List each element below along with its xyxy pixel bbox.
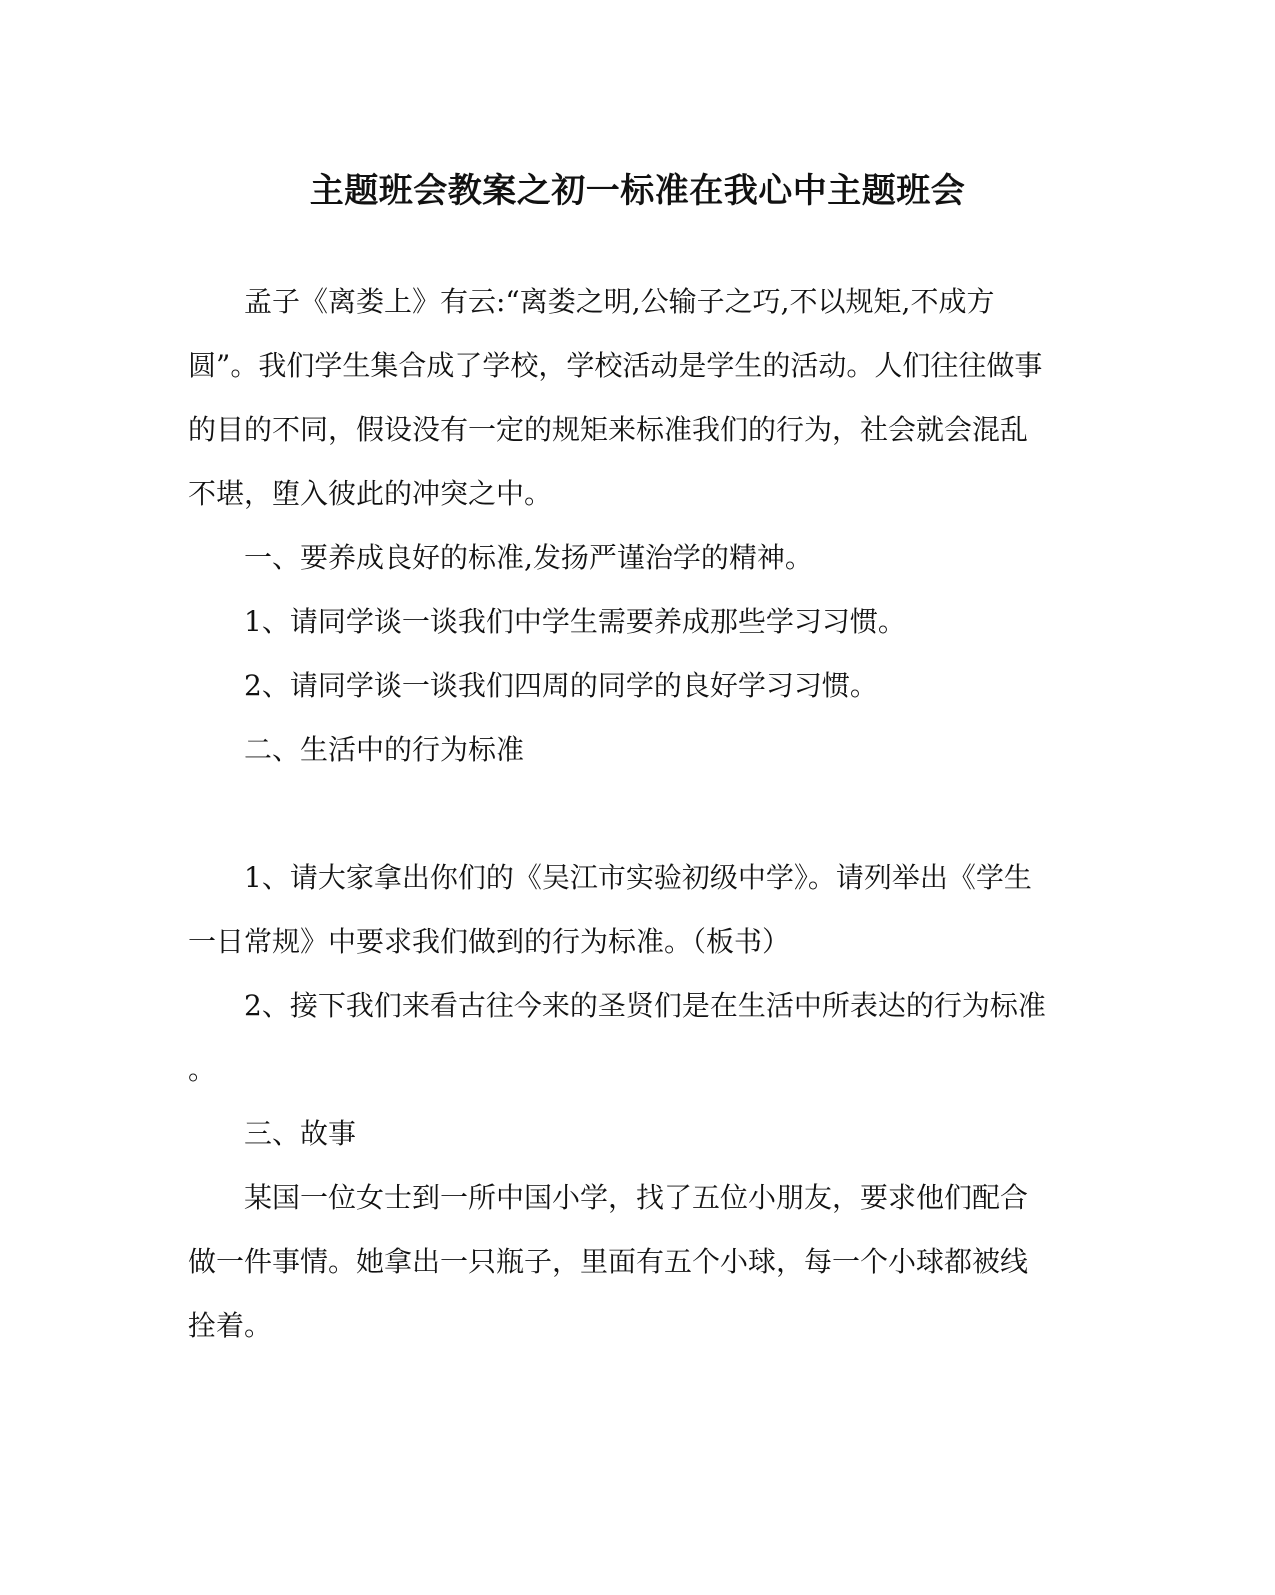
list-item [188,846,1068,974]
list-item [188,974,1068,1102]
section-heading-1 [188,526,1068,590]
paragraph-line: 的目的不同，假设没有一定的规矩来标准我们的行为，社会就会混乱 [188,413,1029,446]
paragraph-line: 孟子《离娄上》有云:“离娄之明,公输子之巧,不以规矩,不成方 [244,285,995,318]
list-item-text: 2、接下我们来看古往今来的圣贤们是在生活中所表达的行为标准 [244,989,1046,1022]
heading-text: 一、要养成良好的标准,发扬严谨治学的精神。 [244,541,813,574]
list-item [188,654,1068,718]
heading-text: 二、生活中的行为标准 [244,733,525,766]
list-item-text: 。 [188,1053,217,1086]
section-heading-2 [188,718,1068,782]
paragraph-line: 某国一位女士到一所中国小学，找了五位小朋友，要求他们配合 [244,1181,1029,1214]
heading-text: 三、故事 [244,1117,357,1150]
paragraph-line: 圆”。我们学生集合成了学校，学校活动是学生的活动。人们往往做事 [188,349,1043,382]
list-item-text: 2、请同学谈一谈我们四周的同学的良好学习习惯。 [244,669,878,702]
paragraph-line: 做一件事情。她拿出一只瓶子，里面有五个小球，每一个小球都被线 [188,1245,1029,1278]
list-item-text: 1、请同学谈一谈我们中学生需要养成那些学习习惯。 [244,605,906,638]
list-item [188,590,1068,654]
list-item-text: 1、请大家拿出你们的《吴江市实验初级中学》。请列举出《学生 [244,861,1032,894]
paragraph-intro [188,270,1068,526]
section-heading-3 [188,1102,1068,1166]
list-item-text: 一日常规》中要求我们做到的行为标准。（板书） [188,925,791,958]
paragraph-line: 不堪，堕入彼此的冲突之中。 [188,477,553,510]
paragraph-line: 拴着。 [188,1309,273,1342]
paragraph-story [188,1166,1068,1358]
document-title: 主题班会教案之初一标准在我心中主题班会 [309,171,966,211]
